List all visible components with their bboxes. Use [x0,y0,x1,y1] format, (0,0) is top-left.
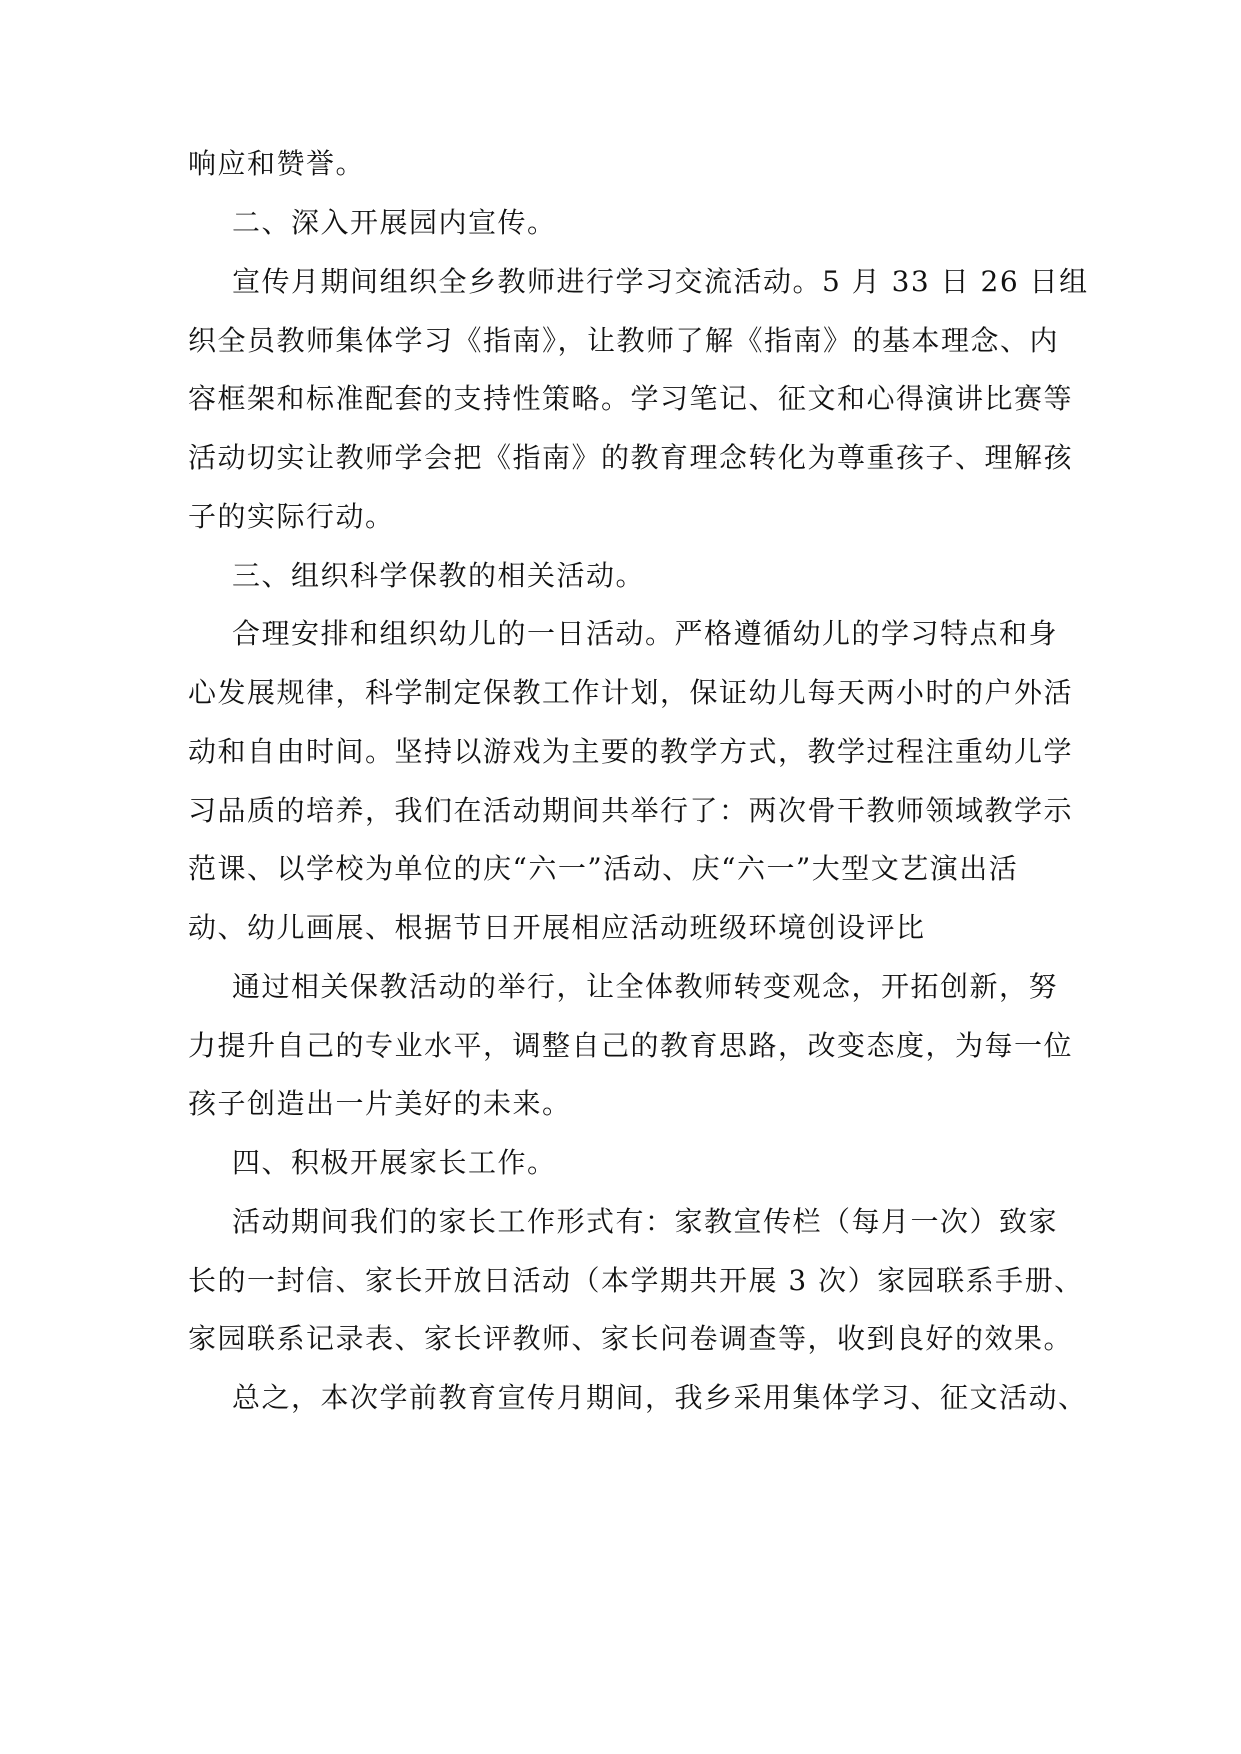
text-line: 家园联系记录表、家长评教师、家长问卷调查等，收到良好的效果。 [188,1322,1074,1355]
text-line: 习品质的培养，我们在活动期间共举行了：两次骨干教师领域教学示 [188,794,1074,827]
text-line: 合理安排和组织幼儿的一日活动。严格遵循幼儿的学习特点和身 [232,617,1059,650]
text-line: 孩子创造出一片美好的未来。 [188,1087,572,1120]
text-line: 力提升自己的专业水平，调整自己的教育思路，改变态度，为每一位 [188,1029,1074,1062]
text-line: 织全员教师集体学习《指南》，让教师了解《指南》的基本理念、内 [188,324,1060,357]
text-line: 宣传月期间组织全乡教师进行学习交流活动。5 月 33 日 26 日组 [232,265,1089,298]
text-line: 响应和赞誉。 [188,147,366,180]
section-heading: 四、积极开展家长工作。 [232,1146,557,1179]
text-line: 动和自由时间。坚持以游戏为主要的教学方式，教学过程注重幼儿学 [188,735,1074,768]
text-line: 通过相关保教活动的举行，让全体教师转变观念，开拓创新，努 [232,970,1059,1003]
text-line: 活动期间我们的家长工作形式有：家教宣传栏（每月一次）致家 [232,1205,1059,1238]
text-line: 范课、以学校为单位的庆“六一”活动、庆“六一”大型文艺演出活 [188,852,1019,885]
text-line: 容框架和标准配套的支持性策略。学习笔记、征文和心得演讲比赛等 [188,382,1074,415]
text-line: 长的一封信、家长开放日活动（本学期共开展 3 次）家园联系手册、 [188,1264,1084,1297]
text-line: 动、幼儿画展、根据节日开展相应活动班级环境创设评比 [188,911,926,944]
section-heading: 三、组织科学保教的相关活动。 [232,559,646,592]
text-line: 子的实际行动。 [188,500,395,533]
text-line: 心发展规律，科学制定保教工作计划，保证幼儿每天两小时的户外活 [188,676,1074,709]
text-line: 总之，本次学前教育宣传月期间，我乡采用集体学习、征文活动、 [232,1381,1088,1414]
section-heading: 二、深入开展园内宣传。 [232,206,557,239]
text-line: 活动切实让教师学会把《指南》的教育理念转化为尊重孩子、理解孩 [188,441,1074,474]
